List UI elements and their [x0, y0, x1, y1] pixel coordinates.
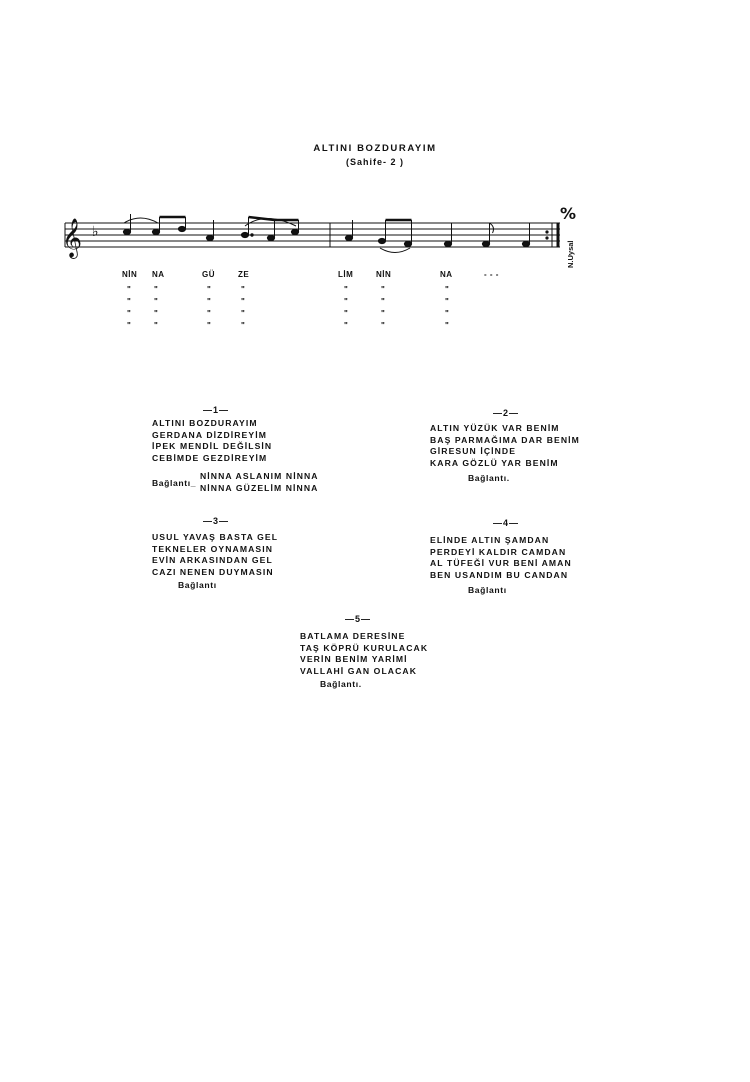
ditto-mark: " — [241, 309, 245, 318]
ditto-mark: " — [127, 321, 131, 330]
music-staff — [60, 205, 590, 275]
ditto-mark: " — [445, 321, 449, 330]
ditto-mark: " — [241, 285, 245, 294]
ditto-mark: " — [381, 285, 385, 294]
verse-line: BAŞ PARMAĞIMA DAR BENİM — [430, 434, 580, 445]
syllable: NA — [152, 270, 165, 279]
verse-2 — [430, 423, 580, 469]
flat-icon: ♭ — [92, 224, 99, 240]
verse-number: —1— — [203, 405, 230, 415]
verse-line: ALTINI BOZDURAYIM — [152, 418, 258, 428]
verse-line: EVİN ARKASINDAN GEL — [152, 555, 273, 565]
song-title: ALTINI BOZDURAYIM — [313, 143, 437, 154]
ditto-mark: " — [445, 297, 449, 306]
verse-line: ALTIN YÜZÜK VAR BENİM — [430, 423, 560, 433]
segno-icon: % — [560, 205, 577, 223]
refrain-label: Bağlantı — [468, 585, 507, 595]
ditto-mark: " — [241, 321, 245, 330]
verse-line: CEBİMDE GEZDİREYİM — [152, 452, 268, 463]
ditto-mark: " — [154, 321, 158, 330]
ditto-mark: " — [127, 297, 131, 306]
verse-3 — [152, 532, 278, 578]
ditto-mark: " — [445, 285, 449, 294]
ditto-mark: " — [207, 297, 211, 306]
verse-line: TEKNELER OYNAMASIN — [152, 543, 274, 554]
syllable: NA — [440, 270, 453, 279]
verse-line: ELİNDE ALTIN ŞAMDAN — [430, 535, 550, 545]
verse-number: —3— — [203, 516, 230, 526]
ditto-mark: " — [154, 297, 158, 306]
syllable: NİN — [122, 270, 138, 279]
syllable: GÜ — [202, 270, 215, 279]
verse-line: USUL YAVAŞ BASTA GEL — [152, 532, 279, 542]
ditto-mark: " — [207, 321, 211, 330]
ditto-marks — [0, 284, 600, 334]
verse-number: —2— — [493, 408, 520, 418]
ditto-mark: " — [344, 285, 348, 294]
verse-1 — [152, 418, 272, 464]
refrain-label: Bağlantı. — [320, 679, 362, 689]
refrain-lines — [200, 471, 319, 494]
ditto-mark: " — [344, 297, 348, 306]
ditto-mark: " — [381, 297, 385, 306]
refrain-label: Bağlantı. — [468, 473, 510, 483]
lyric-syllables — [0, 270, 600, 282]
syllable: NİN — [376, 270, 392, 279]
composer-note: N.Uysal — [566, 240, 575, 268]
verse-line: İPEK MENDİL DEĞİLSİN — [152, 441, 273, 451]
verse-line: BEN USANDIM BU CANDAN — [430, 569, 569, 580]
ditto-mark: " — [381, 321, 385, 330]
ditto-mark: " — [344, 309, 348, 318]
treble-clef-icon: 𝄞 — [62, 218, 83, 258]
syllable: ZE — [238, 270, 250, 279]
verse-number: —5— — [345, 614, 372, 624]
refrain-line: NİNNA GÜZELİM NİNNA — [200, 482, 319, 493]
verse-line: TAŞ KÖPRÜ KURULACAK — [300, 642, 429, 653]
ditto-mark: " — [344, 321, 348, 330]
ditto-mark: " — [127, 309, 131, 318]
ditto-mark: " — [445, 309, 449, 318]
ditto-mark: " — [241, 297, 245, 306]
verse-line: VERİN BENİM YARİMİ — [300, 654, 408, 664]
syllable: - - - — [484, 270, 499, 279]
refrain-label: Bağlantı_ — [152, 478, 197, 488]
page-subtitle: (Sahife- 2 ) — [345, 157, 404, 167]
verse-number: —4— — [493, 518, 520, 528]
verse-4 — [430, 535, 572, 581]
verse-line: CAZI NENEN DUYMASIN — [152, 566, 274, 577]
verse-line: AL TÜFEĞİ VUR BENİ AMAN — [430, 558, 572, 568]
ditto-mark: " — [207, 309, 211, 318]
ditto-mark: " — [207, 285, 211, 294]
refrain-line: NİNNA ASLANIM NİNNA — [200, 471, 319, 481]
ditto-mark: " — [127, 285, 131, 294]
verse-line: BATLAMA DERESİNE — [300, 631, 406, 641]
verse-line: GİRESUN İÇİNDE — [430, 446, 517, 456]
verse-line: KARA GÖZLÜ YAR BENİM — [430, 457, 559, 468]
ditto-mark: " — [154, 285, 158, 294]
verse-line: VALLAHİ GAN OLACAK — [300, 665, 418, 676]
verse-line: PERDEYİ KALDIR CAMDAN — [430, 546, 567, 557]
syllable: LİM — [338, 270, 354, 279]
ditto-mark: " — [154, 309, 158, 318]
refrain-label: Bağlantı — [178, 580, 217, 590]
verse-5 — [300, 631, 428, 677]
ditto-mark: " — [381, 309, 385, 318]
verse-line: GERDANA DİZDİREYİM — [152, 429, 267, 440]
